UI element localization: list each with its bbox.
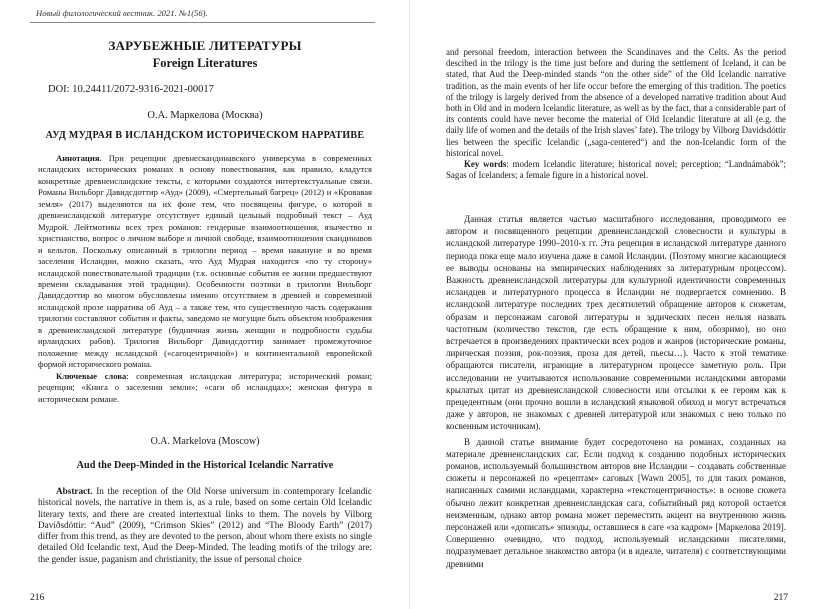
right-page [410, 0, 820, 609]
abstract-en-label: Abstract. [56, 486, 93, 496]
keywords-en-label: Key words [464, 159, 507, 170]
author-en: O.A. Markelova (Moscow) [150, 436, 260, 447]
section-title-ru: ЗАРУБЕЖНЫЕ ЛИТЕРАТУРЫ [108, 38, 302, 53]
body-paragraph: Данная статья является частью масштабного исследования, проводимого ее автором и посвященного рецепции древнеисландской словесности и культуры в исландской литературе 1990–2010-х гг. Эта рецепция в исландской литературе данного периода пока еще мало изучена даже в самой Исландии. (Поэтому многие касающиеся ее выводы основаны на эмпирических наблюдениях за литературным процессом). Важность древнеисландской литературы для культурной идентичности современных исландцев и литературного процесса в Исландии не подвергается сомнению. В исландской литературе последних трех десятилетий обращение авторов к сюжетам, образам и персонажам саговой литературы и эддических песен нельзя назвать частотным (количество текстов, где есть обращение к ним, обозримо), но оно встречается в произведениях практически всех родов и жанров (исторические романы, лирическая поэзия, рок-поэзия, проза для детей, пьесы…). Часто к этой тематике обращаются писатели, играющие в литературном процессе заметную роль. При исследовании не учитываются использование современными исландскими авторами крылатых цитат из древнеисландской словесности или отсылки к ее героям как к прецедентным (они прочно вошли в исландский языковой обиход и могут встречаться даже у авторов, не знакомых с древней литературой или знакомых с нею только по косвенным источникам). [446, 214, 786, 432]
keywords-ru-label: Ключевые слова [56, 370, 127, 381]
running-head: Новый филологический вестник. 2021. №1(56). [36, 8, 208, 18]
section-title-en: Foreign Literatures [152, 56, 258, 70]
page-number-right: 217 [773, 593, 788, 603]
abstract-ru [38, 153, 372, 405]
abstract-en-text: In the reception of the Old Norse universum in contemporary Icelandic historical novels, the narrative in them is, as a rule, based on some certain Old Icelandic literary texts, and there are created intertextual links to them. The novels by Vilborg Davíðsdóttir: “Aud” (2009), “Crimson Skies” (2012) and “The Bloody Earth” (2017) differ from this trend, as they are devoted to the person, about whom there exists no single detailed Old Icelandic text, Aud the Deep-Minded. The leading motifs of the trilogy are: the gender issue, paganism and christianity, the issue of personal choice [38, 486, 372, 564]
page-number-left: 216 [30, 593, 45, 603]
abstract-en-continued [446, 47, 786, 181]
article-title-ru: АУД МУДРАЯ В ИСЛАНДСКОМ ИСТОРИЧЕСКОМ НАРРАТИВЕ [45, 130, 365, 141]
doi-line: DOI: 10.24411/2072-9316-2021-00017 [48, 84, 214, 95]
abstract-en-continued-text: and personal freedom, interaction between the Scandinaves and the Celts. As the period descibed in the trilogy is the time just before and during the settlement of Iceland, it can be stated, that Aud the Deep-minded stands “on the other side” of the Old Icelandic narrative tradition, as the main events of her life occur before the emerging of this tradition. The poetics of the trilogy is largely derived from the absence of a developed narrative tradition about Aud both in Old and in modern Icelandic literature, as well as by the fact, that a considerable part of its contents could have never become the material of Old Icelandic literature at all (e.g. the daily life of women and the details of the Irish slaves’ fate). The trilogy by Vilborg Davidsdóttir lies between the specific Icelandic („saga-centered“) and the non-Icelandic form of the historical novel. [446, 47, 786, 158]
body-paragraph: В данной статье внимание будет сосредоточено на романах, созданных на материале древнеисландских саг. Если подход к созданию подобных исторических романов, используемый большинством авторов вне Исландии – создавать собственные сюжеты и персонажей по «рецептам» саговых [Wawn 2005], то для таких романов, написанных самими исландцами, характерна «текстоцентричность»: в основе сюжета обычно лежит конкретная древнеисландская сага, событийный ряд которой остается неизменным, однако автор романа может переместить акцент на внутреннюю жизнь персонажей или «дописать» эпизоды, оставшиеся в саге «за кадром» [Маркелова 2019]. Совершенно очевидно, что подход, используемый исландскими писателями, подразумевает детальное знакомство автора (и в идеале, читателя) с соответствующими древними [446, 436, 786, 569]
author-ru: О.А. Маркелова (Москва) [147, 110, 263, 121]
keywords-en-text: : modern Icelandic literature; historical novel; perception; “Landnámabók”; Sagas of Icelanders; a female figure in a historical novel. [446, 159, 786, 181]
article-body [446, 213, 786, 570]
header-divider [30, 22, 375, 23]
keywords-ru-text: : современная исландская литература; исторический роман; рецепция; «Книга о заселении земли»; «саги об исландцах»; женская фигура в историческом романе. [38, 370, 372, 404]
article-title-en: Aud the Deep-Minded in the Historical Icelandic Narrative [76, 460, 334, 471]
abstract-en [38, 486, 372, 565]
abstract-ru-label: Аннотация. [56, 153, 102, 163]
abstract-ru-text: При рецепции древнескандинавского универсума в современных исландских исторических романах в основу повествования, как правило, кладутся конкретные древнеисландские тексты, с которыми создаются интертекстуальные связи. Романы Вильборг Давидсдоттир «Ауд» (2009), «Смертельный багрец» (2012) и «Кровавая земля» (2017) выделяются на их фоне тем, что посвящены фигуре, о которой в древнеисландской литературе отсутствует единый цельный подробный текст – Ауд Мудрой. Лейтмотивы всех трех романов: гендерные взаимоотношения, язычество и христианство, вопрос о личном выборе и личной свободе, взаимоотношения скандинавов и кельтов. Поскольку описанный в трилогии период – время накануне и во время заселения Исландии, можно сказать, что Ауд Мудрая находится «по ту сторону» исландской повествовательной традиции (т.к. основные события ее жизни предшествуют времени складывания этой традиции). Особенности поэтики в трилогии Вильборг Давидсдоттир во многом обусловлены именно отсутствием в древней и современной исландской прозе нарратива об Ауд – а также тем, что существенную часть содержания трилогии составляют события и факты, заведомо не могущие быть объектом изображения в древнеисландской литературе (будничная жизнь женщин и подробности судьбы ирландских рабов). Трилогия Вильборг Давидсдоттир занимает промежуточное положение между исландской («сагоцентричной») и континентальной европейской формой исторического романа. [38, 153, 372, 370]
